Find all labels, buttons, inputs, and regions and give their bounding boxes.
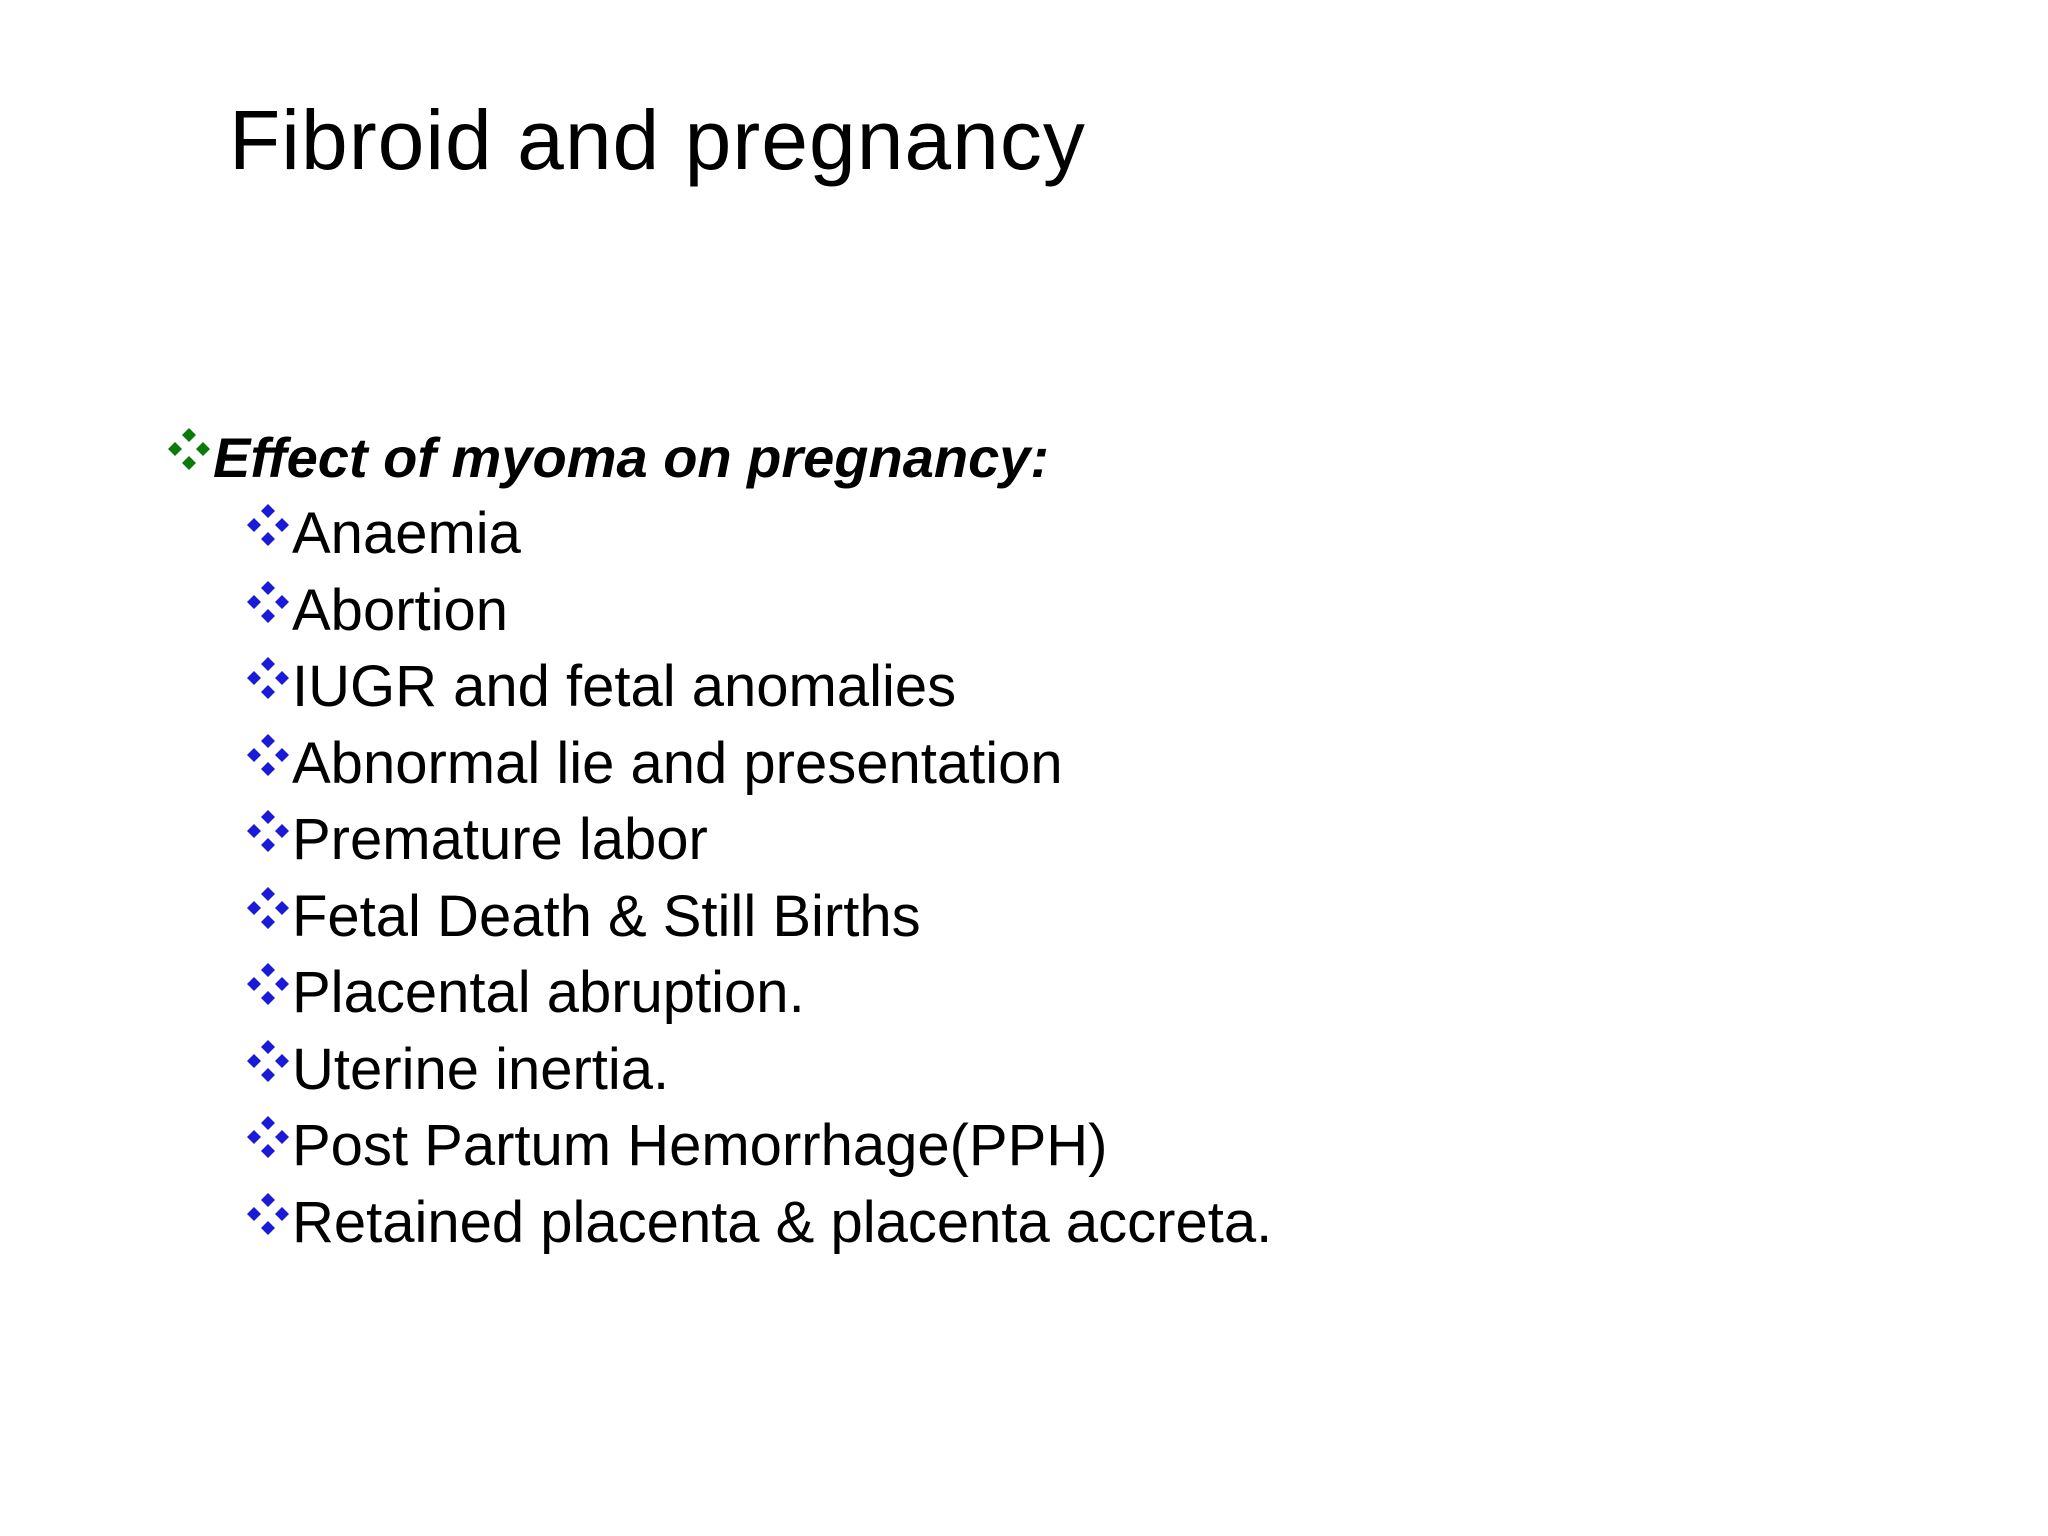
four-diamond-bullet-icon	[244, 1191, 292, 1239]
four-diamond-bullet-icon	[244, 579, 292, 627]
list-item	[244, 879, 1765, 956]
list-item-text: Premature labor	[292, 807, 708, 872]
list-item	[244, 1185, 1765, 1262]
list-item-text: Abnormal lie and presentation	[292, 730, 1063, 796]
list-item	[244, 649, 1765, 726]
four-diamond-bullet-icon	[244, 961, 292, 1009]
list-item	[244, 573, 1765, 650]
list-item-text: Post Partum Hemorrhage(PPH)	[292, 1113, 1108, 1178]
section-heading: Effect of myoma on pregnancy:	[213, 426, 1050, 489]
list-item	[244, 1032, 1765, 1109]
list-item	[244, 496, 1765, 573]
list-item-text: Placental abruption.	[292, 960, 805, 1025]
effects-list	[165, 496, 1765, 1261]
four-diamond-bullet-icon	[165, 426, 213, 474]
list-item-text: Abortion	[292, 577, 509, 643]
four-diamond-bullet-icon	[244, 1038, 292, 1086]
list-item-text: IUGR and fetal anomalies	[292, 654, 957, 719]
four-diamond-bullet-icon	[244, 1114, 292, 1162]
four-diamond-bullet-icon	[244, 655, 292, 703]
list-item	[244, 955, 1765, 1032]
four-diamond-bullet-icon	[244, 808, 292, 856]
slide-title: Fibroid and pregnancy	[229, 93, 1086, 187]
list-item	[244, 726, 1765, 803]
list-item	[244, 802, 1765, 879]
four-diamond-bullet-icon	[244, 732, 292, 780]
slide-content	[165, 420, 1765, 1261]
list-item-text: Retained placenta & placenta accreta.	[292, 1189, 1273, 1255]
section-heading-row	[165, 420, 1765, 496]
list-item-text: Uterine inertia.	[292, 1036, 670, 1102]
four-diamond-bullet-icon	[244, 502, 292, 550]
list-item-text: Fetal Death & Still Births	[292, 883, 921, 949]
list-item-text: Anaemia	[292, 501, 521, 566]
four-diamond-bullet-icon	[244, 885, 292, 933]
list-item	[244, 1108, 1765, 1185]
